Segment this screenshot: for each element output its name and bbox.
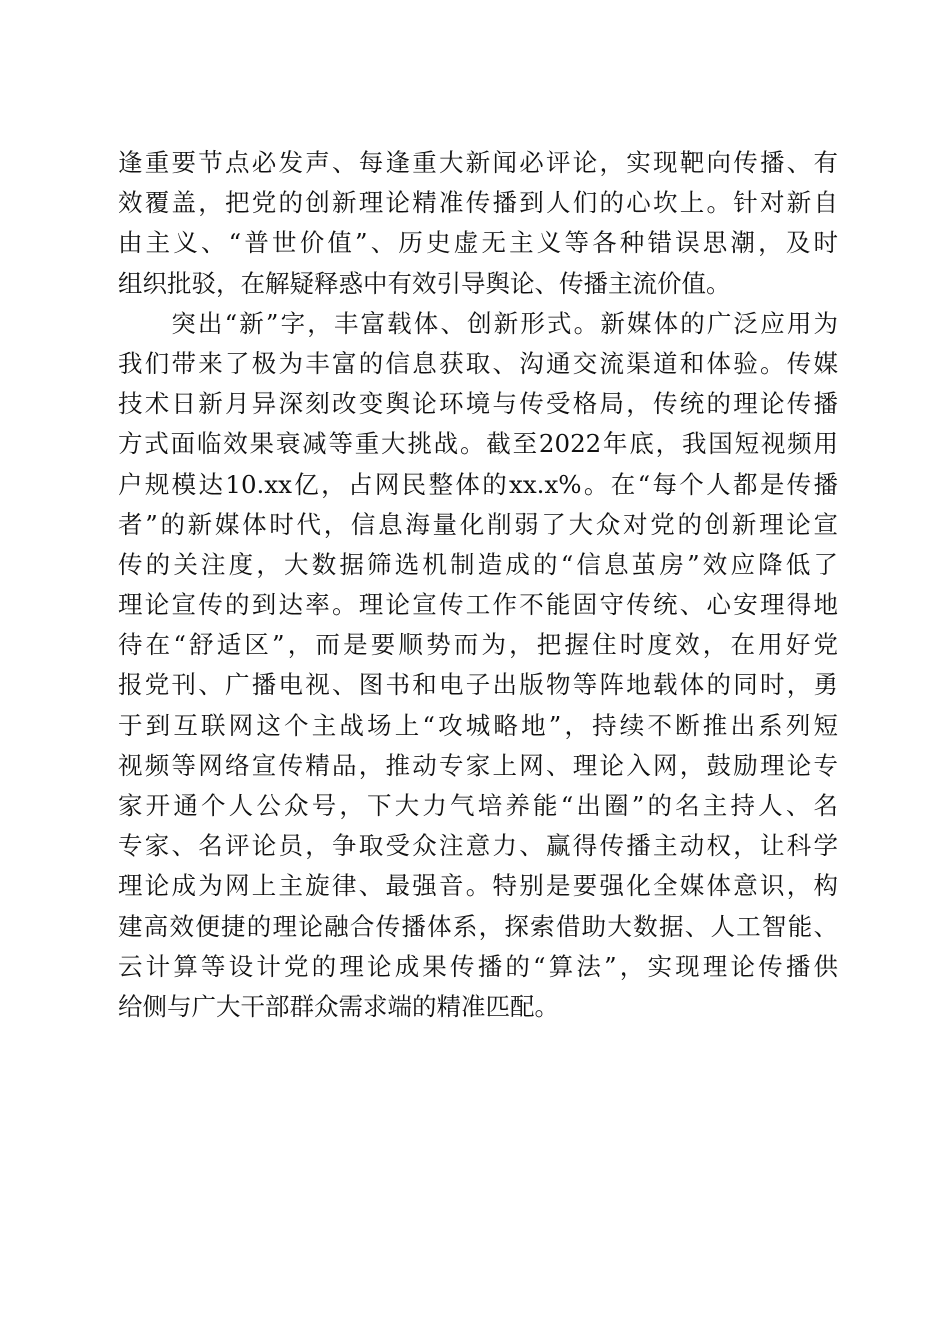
text-line: 视频等网络宣传精品，推动专家上网、理论入网，鼓励理论专 <box>118 750 838 780</box>
text-line: 理论宣传的到达率。理论宣传工作不能固守传统、心安理得地 <box>118 590 838 620</box>
text-line: 于到互联网这个主战场上“攻城略地”，持续不断推出系列短 <box>118 710 838 740</box>
paragraph <box>118 143 838 304</box>
text-line: 方式面临效果衰减等重大挑战。截至2022年底，我国短视频用 <box>118 429 838 459</box>
text-line: 效覆盖，把党的创新理论精准传播到人们的心坎上。针对新自 <box>118 188 838 218</box>
text-line: 户规模达10.xx亿，占网民整体的xx.x%。在“每个人都是传播 <box>118 469 838 499</box>
text-line: 报党刊、广播电视、图书和电子出版物等阵地载体的同时，勇 <box>118 670 838 700</box>
text-line: 云计算等设计党的理论成果传播的“算法”，实现理论传播供 <box>118 951 838 981</box>
text-line: 组织批驳，在解疑释惑中有效引导舆论、传播主流价值。 <box>118 268 731 298</box>
text-line: 逢重要节点必发声、每逢重大新闻必评论，实现靶向传播、有 <box>118 148 838 177</box>
text-line: 者”的新媒体时代，信息海量化削弱了大众对党的创新理论宣 <box>118 509 838 539</box>
text-line: 给侧与广大干部群众需求端的精准匹配。 <box>118 991 559 1021</box>
text-line: 突出“新”字，丰富载体、创新形式。新媒体的广泛应用为 <box>118 308 838 338</box>
text-line: 家开通个人公众号，下大力气培养能“出圈”的名主持人、名 <box>118 791 838 820</box>
text-line: 传的关注度，大数据筛选机制造成的“信息茧房”效应降低了 <box>118 549 838 579</box>
text-line: 我们带来了极为丰富的信息获取、沟通交流渠道和体验。传媒 <box>118 348 838 378</box>
text-line: 技术日新月异深刻改变舆论环境与传受格局，传统的理论传播 <box>118 389 838 419</box>
document-body <box>118 143 838 1027</box>
text-line: 建高效便捷的理论融合传播体系，探索借助大数据、人工智能、 <box>118 911 838 941</box>
text-line: 理论成为网上主旋律、最强音。特别是要强化全媒体意识，构 <box>118 871 838 901</box>
text-line: 待在“舒适区”，而是要顺势而为，把握住时度效，在用好党 <box>118 630 838 660</box>
text-line: 专家、名评论员，争取受众注意力、赢得传播主动权，让科学 <box>118 831 838 861</box>
paragraph <box>118 304 838 1027</box>
text-line: 由主义、“普世价值”、历史虚无主义等各种错误思潮，及时 <box>118 228 838 258</box>
